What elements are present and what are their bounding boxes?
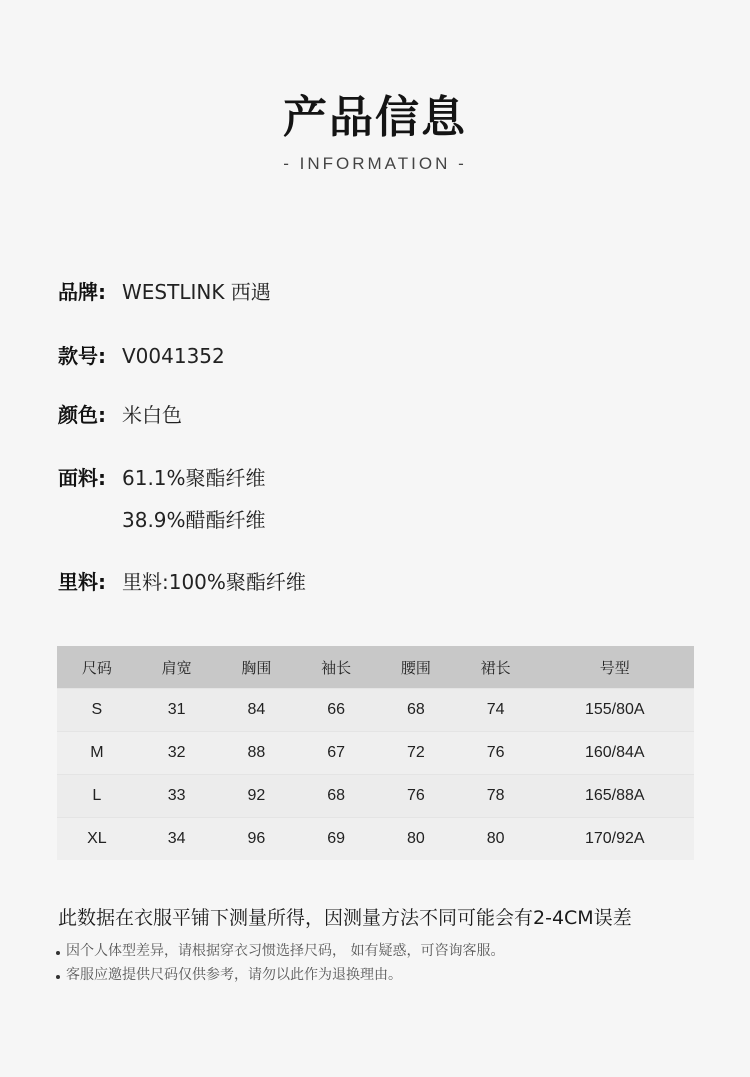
table-cell: XL bbox=[57, 818, 137, 861]
table-cell: 170/92A bbox=[536, 818, 695, 861]
table-cell: 80 bbox=[456, 818, 536, 861]
brand-value: WESTLINK 西遇 bbox=[122, 280, 271, 304]
table-cell: S bbox=[57, 689, 137, 732]
page-header bbox=[0, 88, 750, 174]
table-cell: 34 bbox=[137, 818, 217, 861]
table-cell: 69 bbox=[296, 818, 376, 861]
style-no-row bbox=[58, 342, 225, 370]
table-cell: 76 bbox=[376, 775, 456, 818]
color-value: 米白色 bbox=[122, 403, 182, 427]
table-cell: 88 bbox=[217, 732, 297, 775]
bullet-dot-icon bbox=[56, 951, 60, 955]
table-cell: 67 bbox=[296, 732, 376, 775]
table-row bbox=[57, 732, 694, 775]
style-no-value: V0041352 bbox=[122, 344, 225, 368]
header-skirt-length: 裙长 bbox=[456, 646, 536, 689]
lining-row bbox=[58, 568, 306, 596]
note-bullets bbox=[56, 939, 504, 987]
bullet-dot-icon bbox=[56, 975, 60, 979]
table-cell: L bbox=[57, 775, 137, 818]
table-cell: 68 bbox=[376, 689, 456, 732]
fabric-value-2: 38.9%醋酯纤维 bbox=[122, 508, 266, 532]
table-cell: 92 bbox=[217, 775, 297, 818]
header-waist: 腰围 bbox=[376, 646, 456, 689]
table-cell: 68 bbox=[296, 775, 376, 818]
table-cell: 76 bbox=[456, 732, 536, 775]
table-cell: 78 bbox=[456, 775, 536, 818]
table-cell: 80 bbox=[376, 818, 456, 861]
table-cell: 165/88A bbox=[536, 775, 695, 818]
table-cell: 74 bbox=[456, 689, 536, 732]
bullet-text: 因个人体型差异，请根据穿衣习惯选择尺码， 如有疑惑，可咨询客服。 bbox=[66, 943, 505, 959]
header-bust: 胸围 bbox=[217, 646, 297, 689]
fabric-value-1: 61.1%聚酯纤维 bbox=[122, 466, 266, 490]
table-row bbox=[57, 818, 694, 861]
table-row bbox=[57, 775, 694, 818]
header-sleeve: 袖长 bbox=[296, 646, 376, 689]
table-cell: 66 bbox=[296, 689, 376, 732]
table-cell: 160/84A bbox=[536, 732, 695, 775]
table-cell: 155/80A bbox=[536, 689, 695, 732]
header-fit-code: 号型 bbox=[536, 646, 695, 689]
table-cell: 96 bbox=[217, 818, 297, 861]
fabric-label: 面料: bbox=[58, 466, 106, 490]
color-label: 颜色: bbox=[58, 403, 106, 427]
table-row bbox=[57, 689, 694, 732]
fabric-row bbox=[58, 464, 266, 492]
header-size: 尺码 bbox=[57, 646, 137, 689]
page-subtitle: - INFORMATION - bbox=[283, 154, 467, 173]
color-row bbox=[58, 401, 182, 429]
measurement-note: 此数据在衣服平铺下测量所得，因测量方法不同可能会有2-4CM误差 bbox=[58, 907, 632, 929]
bullet-text: 客服应邀提供尺码仅供参考，请勿以此作为退换理由。 bbox=[66, 967, 402, 983]
table-cell: 31 bbox=[137, 689, 217, 732]
brand-row bbox=[58, 278, 271, 306]
table-cell: 84 bbox=[217, 689, 297, 732]
list-item bbox=[56, 939, 504, 963]
table-cell: 32 bbox=[137, 732, 217, 775]
list-item bbox=[56, 963, 504, 987]
header-shoulder: 肩宽 bbox=[137, 646, 217, 689]
page-title: 产品信息 bbox=[283, 92, 467, 143]
lining-label: 里料: bbox=[58, 570, 106, 594]
table-cell: M bbox=[57, 732, 137, 775]
lining-value: 里料:100%聚酯纤维 bbox=[122, 570, 306, 594]
size-table bbox=[57, 646, 694, 860]
style-no-label: 款号: bbox=[58, 344, 106, 368]
table-cell: 72 bbox=[376, 732, 456, 775]
brand-label: 品牌: bbox=[58, 280, 106, 304]
size-table-header-row bbox=[57, 646, 694, 689]
table-cell: 33 bbox=[137, 775, 217, 818]
